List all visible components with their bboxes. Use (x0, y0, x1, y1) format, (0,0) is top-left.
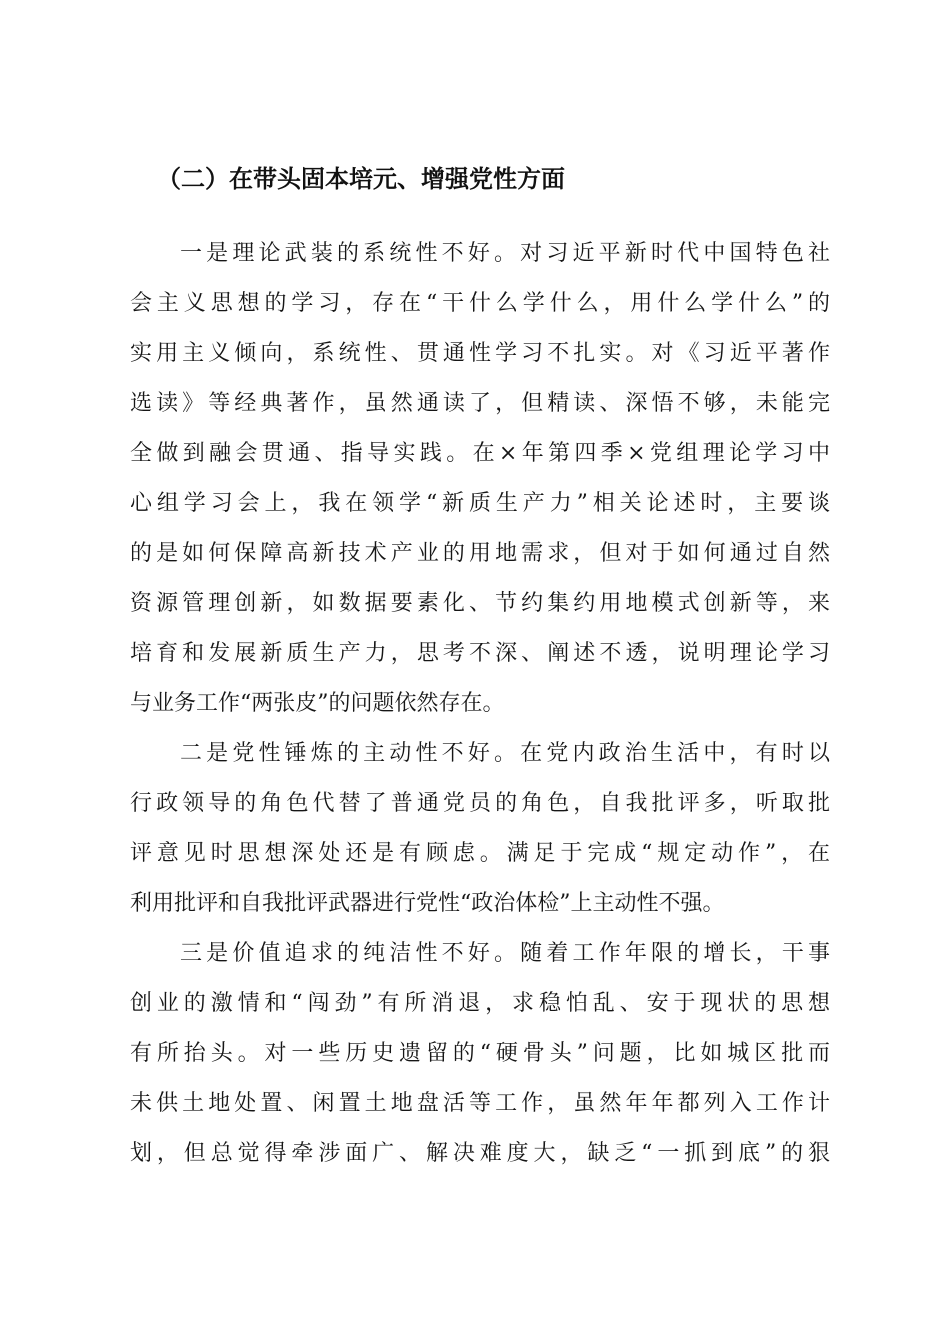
paragraph-line: 创业的激情和“闯劲”有所消退，求稳怕乱、安于现状的思想 (130, 991, 830, 1016)
paragraph-line: 有所抬头。对一些历史遗留的“硬骨头”问题，比如城区批而 (130, 1041, 830, 1066)
paragraph-line: 利用批评和自我批评武器进行党性“政治体检”上主动性不强。 (130, 891, 725, 916)
paragraph-line: 全做到融会贯通、指导实践。在×年第四季×党组理论学习中 (130, 441, 830, 466)
paragraph-line: 培育和发展新质生产力，思考不深、阐述不透，说明理论学习 (130, 641, 830, 666)
paragraph-line: 实用主义倾向，系统性、贯通性学习不扎实。对《习近平著作 (130, 341, 830, 366)
paragraph-line: 行政领导的角色代替了普通党员的角色，自我批评多，听取批 (130, 791, 830, 816)
paragraph-line: 一是理论武装的系统性不好。对习近平新时代中国特色社 (180, 241, 830, 266)
paragraph-line: 与业务工作“两张皮”的问题依然存在。 (130, 691, 505, 716)
paragraph-line: 三是价值追求的纯洁性不好。随着工作年限的增长，干事 (180, 941, 830, 966)
paragraph-line: 评意见时思想深处还是有顾虑。满足于完成“规定动作”，在 (130, 841, 830, 866)
paragraph-line: 资源管理创新，如数据要素化、节约集约用地模式创新等，来 (130, 591, 830, 616)
paragraph-line: 选读》等经典著作，虽然通读了，但精读、深悟不够，未能完 (130, 391, 830, 416)
paragraph-line: 二是党性锤炼的主动性不好。在党内政治生活中，有时以 (180, 741, 830, 766)
section-heading: （二）在带头固本培元、增强党性方面 (157, 164, 565, 193)
paragraph-line: 划，但总觉得牵涉面广、解决难度大，缺乏“一抓到底”的狠 (130, 1141, 830, 1166)
paragraph-line: 会主义思想的学习，存在“干什么学什么，用什么学什么”的 (130, 291, 830, 316)
paragraph-line: 心组学习会上，我在领学“新质生产力”相关论述时，主要谈 (130, 491, 830, 516)
paragraph-line: 的是如何保障高新技术产业的用地需求，但对于如何通过自然 (130, 541, 830, 566)
paragraph-line: 未供土地处置、闲置土地盘活等工作，虽然年年都列入工作计 (130, 1091, 830, 1116)
